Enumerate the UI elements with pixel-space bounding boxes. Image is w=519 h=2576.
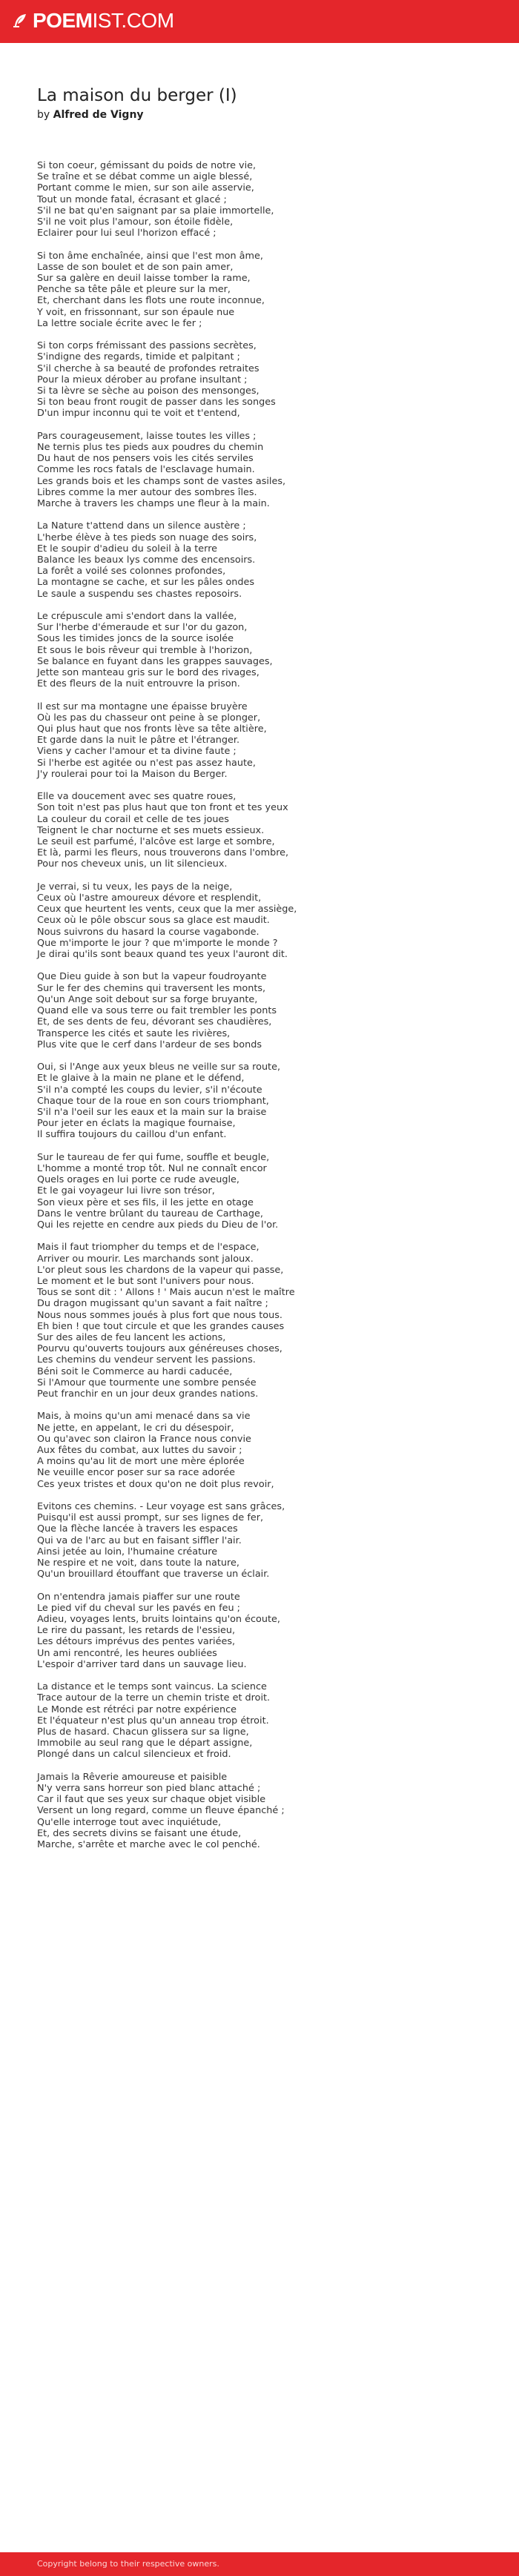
poem-line: D'un impur inconnu qui te voit et t'entend, xyxy=(37,408,240,420)
poem-line: Lasse de son boulet et de son pain amer, xyxy=(37,261,234,273)
poem-line: S'il ne bat qu'en saignant par sa plaie immortelle, xyxy=(37,205,274,216)
poem-line: Ne jette, en appelant, le cri du désespoir, xyxy=(37,1422,234,1434)
poem-line: Qui plus haut que nos fronts lève sa tête altière, xyxy=(37,724,267,735)
poem-line: Transperce les cités et saute les rivières, xyxy=(37,1027,231,1039)
poem-line: Dans le ventre brûlant du taureau de Carthage, xyxy=(37,1208,263,1219)
poem-line: Il est sur ma montagne une épaisse bruyère xyxy=(37,701,248,712)
poem-line: Que m'importe le jour ? que m'importe le monde ? xyxy=(37,937,278,949)
poem-line: Et le glaive à la main ne plane et le défend, xyxy=(37,1073,245,1085)
poem-line: Qui va de l'arc au but en faisant siffler l'air. xyxy=(37,1534,242,1546)
poem-line: Le rire du passant, les retards de l'essieu, xyxy=(37,1625,236,1637)
poem-line: Peut franchir en un jour deux grandes nations. xyxy=(37,1388,259,1400)
poem-line: Si l'Amour que tourmente une sombre pensée xyxy=(37,1377,257,1388)
poem-line: Que Dieu guide à son but la vapeur foudroyante xyxy=(37,971,267,983)
logo-text-bold: POEM xyxy=(33,9,93,32)
stanza xyxy=(37,1062,489,1140)
poem-title: La maison du berger (I) xyxy=(37,86,237,105)
poem-line: Arriver ou mourir. Les marchands sont jaloux. xyxy=(37,1253,254,1265)
poem-line: Tous se sont dit : ' Allons ! ' Mais aucun n'est le maître xyxy=(37,1287,295,1299)
poem-line: Du dragon mugissant qu'un savant a fait naître ; xyxy=(37,1298,268,1310)
poem-line: Il suffira toujours du caillou d'un enfant. xyxy=(37,1129,227,1141)
poem-line: Si ton corps frémissant des passions secrètes, xyxy=(37,340,257,352)
poem-line: Si ton âme enchaînée, ainsi que l'est mon âme, xyxy=(37,250,263,262)
poem-line: Penche sa tête pâle et pleure sur la mer, xyxy=(37,284,231,296)
poem-line: On n'entendra jamais piaffer sur une route xyxy=(37,1591,240,1603)
poem-line: Mais, à moins qu'un ami menacé dans sa vie xyxy=(37,1411,251,1423)
poem-line: Pour jeter en éclats la magique fournaise, xyxy=(37,1118,236,1130)
stanza xyxy=(37,1772,489,1850)
poem-line: Du haut de nos pensers vois les cités serviles xyxy=(37,453,254,465)
stanza xyxy=(37,340,489,419)
poem-line: Et sous le bois rêveur qui tremble à l'horizon, xyxy=(37,644,253,656)
poem-line: Si l'herbe est agitée ou n'est pas assez haute, xyxy=(37,757,256,769)
poem-line: Sur le fer des chemins qui traversent les monts, xyxy=(37,982,266,994)
poem-line: Ces yeux tristes et doux qu'on ne doit plus revoir, xyxy=(37,1478,274,1490)
poem-line: Eclairer pour lui seul l'horizon effacé ; xyxy=(37,228,216,239)
logo-text-light: IST.COM xyxy=(92,9,174,32)
stanza xyxy=(37,971,489,1050)
poem-line: Et l'équateur n'est plus qu'un anneau trop étroit. xyxy=(37,1715,269,1726)
poem-line: Immobile au seul rang que le départ assigne, xyxy=(37,1738,253,1749)
quill-icon xyxy=(12,13,28,29)
poem-line: Un ami rencontré, les heures oubliées xyxy=(37,1647,217,1659)
stanza xyxy=(37,1242,489,1400)
poem-line: S'il n'a l'oeil sur les eaux et la main sur la braise xyxy=(37,1106,267,1118)
poem-line: Quels orages en lui porte ce rude aveugle, xyxy=(37,1174,239,1186)
poem-line: L'homme a monté trop tôt. Nul ne connaît encor xyxy=(37,1162,267,1174)
poem-line: Qu'elle interroge tout avec inquiétude, xyxy=(37,1816,222,1828)
poem-line: Ceux où le pôle obscur sous sa glace est maudit. xyxy=(37,915,270,927)
poem-line: Les chemins du vendeur servent les passions. xyxy=(37,1354,256,1366)
poem-line: Ceux où l'astre amoureux dévore et resplendit, xyxy=(37,893,262,904)
poem-line: Où les pas du chasseur ont peine à se plonger, xyxy=(37,712,261,724)
poem-line: Pour la mieux dérober au profane insultant ; xyxy=(37,374,248,385)
poem-line: S'il cherche à sa beauté de profondes retraites xyxy=(37,362,260,374)
poem-line: Ainsi jetée au loin, l'humaine créature xyxy=(37,1546,218,1557)
byline-prefix: by xyxy=(37,109,50,121)
poem-line: Nous suivrons du hasard la course vagabonde. xyxy=(37,926,260,938)
poem-line: Sur des ailes de feu lancent les actions, xyxy=(37,1331,226,1343)
poem-line: Plongé dans un calcul silencieux et froid. xyxy=(37,1749,231,1761)
poem-line: Qui les rejette en cendre aux pieds du Dieu de l'or. xyxy=(37,1219,279,1231)
poem-line: Plus vite que le cerf dans l'ardeur de ses bonds xyxy=(37,1039,262,1050)
poem-line: Adieu, voyages lents, bruits lointains qu'on écoute, xyxy=(37,1613,280,1625)
poem-line: Y voit, en frissonnant, sur son épaule nue xyxy=(37,306,235,318)
poem-line: Le seuil est parfumé, l'alcôve est large et sombre, xyxy=(37,836,275,848)
top-bar xyxy=(0,0,519,43)
poem-line: Le moment et le but sont l'univers pour nous. xyxy=(37,1275,254,1287)
poem-line: Eh bien ! que tout circule et que les grandes causes xyxy=(37,1320,285,1332)
poem-line: Le saule a suspendu ses chastes reposoirs. xyxy=(37,588,242,600)
poem-line: Sur sa galère en deuil laisse tomber la rame, xyxy=(37,273,251,285)
site-logo[interactable] xyxy=(12,8,174,33)
poem-line: Son vieux père et ses fils, il les jette en otage xyxy=(37,1196,254,1208)
poem-line: Les grands bois et les champs sont de vastes asiles, xyxy=(37,475,286,487)
stanza xyxy=(37,1152,489,1231)
poem-line: Marche à travers les champs une fleur à la main. xyxy=(37,498,270,510)
poem-line: Ceux que heurtent les vents, ceux que la mer assiège, xyxy=(37,904,297,915)
poem-line: Si ton beau front rougit de passer dans les songes xyxy=(37,397,276,408)
footer-bar xyxy=(0,2552,519,2576)
stanza xyxy=(37,431,489,509)
poem-line: Versent un long regard, comme un fleuve épanché ; xyxy=(37,1805,285,1817)
poem-line: Pourvu qu'ouverts toujours aux généreuses choses, xyxy=(37,1343,282,1355)
poem-line: Viens y cacher l'amour et ta divine faute ; xyxy=(37,746,237,758)
poem-line: Evitons ces chemins. - Leur voyage est sans grâces, xyxy=(37,1500,285,1512)
poem-line: Oui, si l'Ange aux yeux bleus ne veille sur sa route, xyxy=(37,1062,281,1073)
poem-line: Portant comme le mien, sur son aile asservie, xyxy=(37,182,254,194)
poem-line: Le crépuscule ami s'endort dans la vallée, xyxy=(37,611,237,623)
byline xyxy=(37,108,489,122)
poem-line: Et le gai voyageur lui livre son trésor, xyxy=(37,1185,215,1197)
poem-line: Et, cherchant dans les flots une route inconnue, xyxy=(37,295,265,307)
stanza xyxy=(37,1501,489,1580)
poem-line: S'il n'a compté les coups du levier, s'il n'écoute xyxy=(37,1084,262,1096)
stanza xyxy=(37,520,489,599)
poem-line: Et garde dans la nuit le pâtre et l'étranger. xyxy=(37,735,240,746)
poem-line: Quand elle va sous terre ou fait trembler les ponts xyxy=(37,1005,277,1017)
poem-line: Qu'un Ange soit debout sur sa forge bruyante, xyxy=(37,993,258,1005)
poem-line: S'indigne des regards, timide et palpitant ; xyxy=(37,351,240,363)
poem-line: Jamais la Rêverie amoureuse et paisible xyxy=(37,1771,228,1783)
poem-line: Pars courageusement, laisse toutes les villes ; xyxy=(37,430,257,442)
poem-line: L'herbe élève à tes pieds son nuage des soirs, xyxy=(37,532,257,543)
poem-line: La distance et le temps sont vaincus. La science xyxy=(37,1681,267,1693)
poem-line: Les détours imprévus des pentes variées, xyxy=(37,1636,236,1648)
poem-line: Et des fleurs de la nuit entrouvre la prison. xyxy=(37,678,240,690)
poem-line: Ne veuille encor poser sur sa race adorée xyxy=(37,1467,235,1479)
poem-line: Si ton coeur, gémissant du poids de notre vie, xyxy=(37,160,257,171)
poem-line: Jette son manteau gris sur le bord des rivages, xyxy=(37,667,260,679)
poem-line: Balance les beaux lys comme des encensoirs. xyxy=(37,554,256,566)
poem-line: L'or pleut sous les chardons de la vapeur qui passe, xyxy=(37,1264,284,1276)
poem-line: Car il faut que ses yeux sur chaque objet visible xyxy=(37,1794,266,1806)
stanza xyxy=(37,1681,489,1760)
poem-line: Teignent le char nocturne et ses muets essieux. xyxy=(37,824,265,836)
poem-line: Le Monde est rétréci par notre expérience xyxy=(37,1703,237,1715)
poem-line: La forêt a voilé ses colonnes profondes, xyxy=(37,566,226,577)
poem-line: Aux fêtes du combat, aux luttes du savoir ; xyxy=(37,1444,242,1456)
poem-line: Qu'un brouillard étouffant que traverse un éclair. xyxy=(37,1569,270,1580)
poem-line: Marche, s'arrête et marche avec le col penché. xyxy=(37,1839,260,1850)
poem-line: Ne respire et ne voit, dans toute la nature, xyxy=(37,1557,239,1569)
poem-line: Plus de hasard. Chacun glissera sur sa ligne, xyxy=(37,1726,249,1738)
poem-line: Trace autour de la terre un chemin triste et droit. xyxy=(37,1692,271,1704)
poem-line: La lettre sociale écrite avec le fer ; xyxy=(37,317,202,329)
poem-line: Le pied vif du cheval sur les pavés en feu ; xyxy=(37,1602,240,1614)
poem-line: Libres comme la mer autour des sombres îles. xyxy=(37,486,257,498)
stanza xyxy=(37,1411,489,1489)
poem-line: Que la flèche lancée à travers les espaces xyxy=(37,1523,238,1535)
stanza xyxy=(37,611,489,689)
poem-line: Son toit n'est pas plus haut que ton front et tes yeux xyxy=(37,802,288,814)
poem-line: Je verrai, si tu veux, les pays de la neige, xyxy=(37,881,233,893)
poem-line: S'il ne voit plus l'amour, son étoile fidèle, xyxy=(37,216,234,228)
stanza xyxy=(37,881,489,960)
poem-line: Sur l'herbe d'émeraude et sur l'or du gazon, xyxy=(37,622,248,634)
poem-line: Elle va doucement avec ses quatre roues, xyxy=(37,791,237,803)
poem-line: Comme les rocs fatals de l'esclavage humain. xyxy=(37,464,255,476)
poem-line: L'espoir d'arriver tard dans un sauvage lieu. xyxy=(37,1658,247,1670)
poem-line: Se balance en fuyant dans les grappes sauvages, xyxy=(37,655,273,667)
poem-line: Mais il faut triompher du temps et de l'espace, xyxy=(37,1242,260,1254)
poem-line: Si ta lèvre se sèche au poison des mensonges, xyxy=(37,385,260,397)
poem-line: A moins qu'au lit de mort une mère éplorée xyxy=(37,1456,245,1468)
poem-line: Et, des secrets divins se faisant une étude, xyxy=(37,1827,242,1839)
poem-line: Puisqu'il est aussi prompt, sur ses lignes de fer, xyxy=(37,1512,264,1524)
poem-line: N'y verra sans horreur son pied blanc attaché ; xyxy=(37,1782,261,1794)
poem-line: Pour nos cheveux unis, un lit silencieux. xyxy=(37,858,228,870)
copyright-text: Copyright belong to their respective owners. xyxy=(37,2559,219,2569)
poem-line: Nous nous sommes joués à plus fort que nous tous. xyxy=(37,1309,282,1321)
poem-line: Ne ternis plus tes pieds aux poudres du chemin xyxy=(37,442,264,454)
poem-line: Et le soupir d'adieu du soleil à la terre xyxy=(37,543,218,554)
poem-line: J'y roulerai pour toi la Maison du Berger. xyxy=(37,768,228,780)
poem-line: La montagne se cache, et sur les pâles ondes xyxy=(37,577,255,589)
poem-line: Je dirai qu'ils sont beaux quand tes yeux l'auront dit. xyxy=(37,949,288,961)
poem-line: Béni soit le Commerce au hardi caducée, xyxy=(37,1365,233,1377)
poem-line: La Nature t'attend dans un silence austère ; xyxy=(37,520,246,532)
stanza xyxy=(37,251,489,329)
poem-line: Et là, parmi les fleurs, nous trouverons dans l'ombre, xyxy=(37,847,289,859)
poem-line: Tout un monde fatal, écrasant et glacé ; xyxy=(37,193,227,205)
poem-line: Ou qu'avec son clairon la France nous convie xyxy=(37,1433,251,1445)
poem-line: Sous les timides joncs de la source isolée xyxy=(37,633,234,645)
author-link[interactable]: Alfred de Vigny xyxy=(53,109,144,121)
stanza xyxy=(37,791,489,870)
poem-line: Sur le taureau de fer qui fume, souffle et beugle, xyxy=(37,1151,270,1163)
poem-line: Se traîne et se débat comme un aigle blessé, xyxy=(37,171,253,183)
stanza xyxy=(37,1592,489,1670)
poem-body xyxy=(37,160,489,1850)
poem-line: Et, de ses dents de feu, dévorant ses chaudières, xyxy=(37,1016,272,1028)
stanza xyxy=(37,701,489,780)
poem-content xyxy=(37,85,489,1861)
poem-line: Chaque tour de la roue en son cours triomphant, xyxy=(37,1095,269,1107)
poem-line: La couleur du corail et celle de tes joues xyxy=(37,813,229,825)
stanza xyxy=(37,160,489,239)
